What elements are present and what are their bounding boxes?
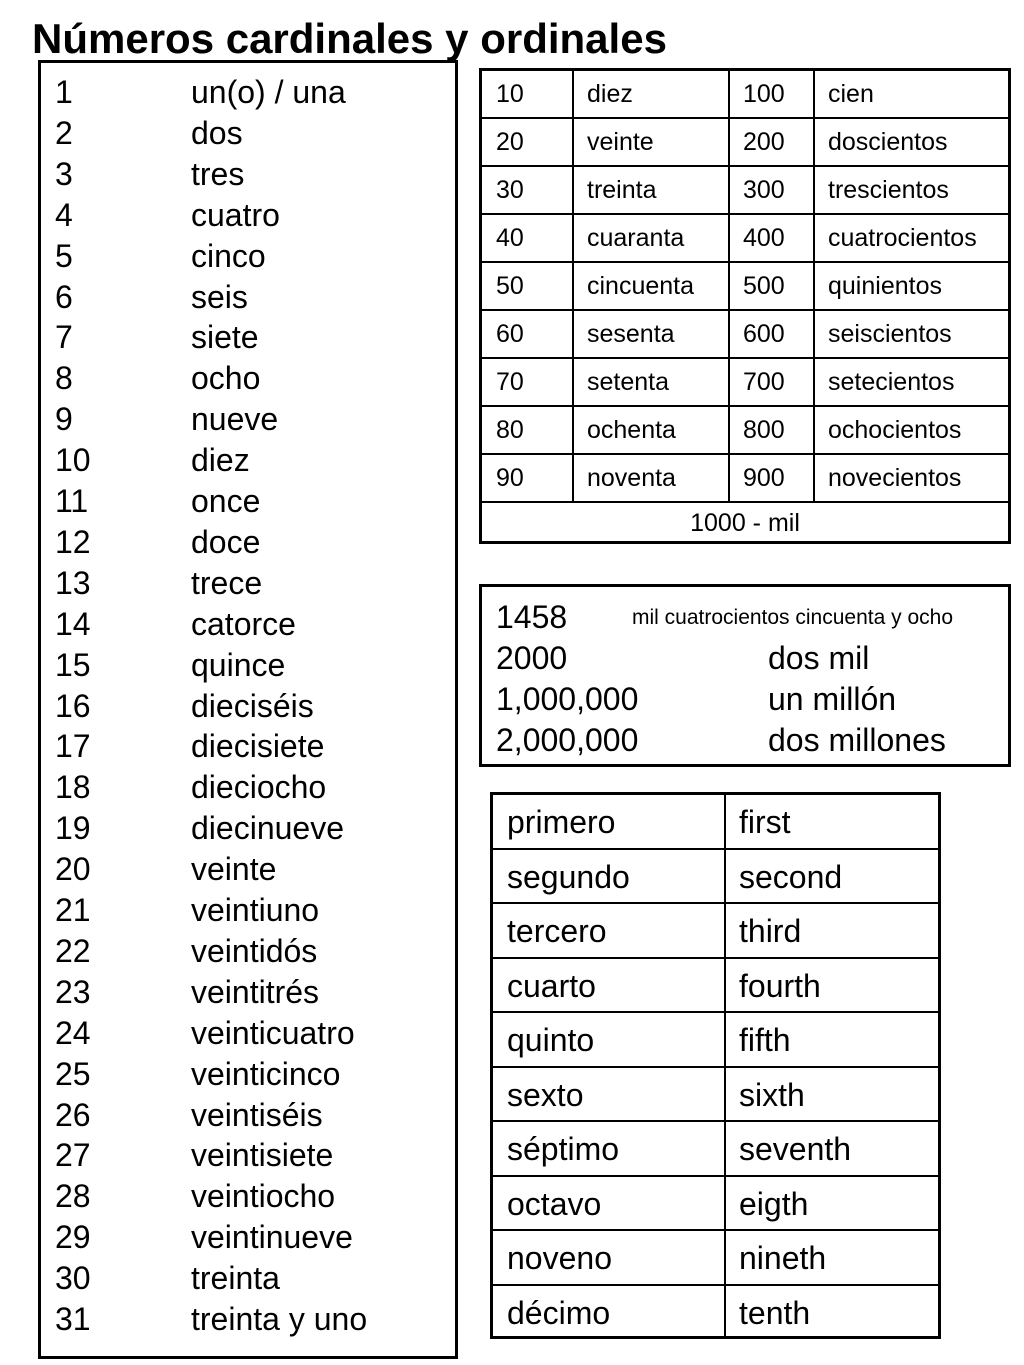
hundreds-digit: 600 [743, 320, 785, 348]
tens-hundreds-table [479, 68, 1011, 544]
number-word: veinticinco [191, 1055, 341, 1092]
list-item [41, 440, 455, 481]
table-row [493, 1122, 938, 1177]
list-item [41, 277, 455, 318]
tens-digit: 80 [496, 416, 524, 444]
tens-word: veinte [587, 128, 654, 156]
hundreds-word: cuatrocientos [828, 224, 977, 252]
list-item [41, 358, 455, 399]
number-digit: 1,000,000 [496, 681, 639, 717]
number-digit: 17 [55, 728, 91, 765]
spanish-ordinal: cuarto [507, 967, 596, 1004]
tens-digit: 70 [496, 368, 524, 396]
number-word: catorce [191, 605, 296, 642]
page-title: Números cardinales y ordinales [32, 15, 667, 62]
spanish-ordinal: noveno [507, 1240, 612, 1276]
number-digit: 10 [55, 442, 91, 479]
number-word: un millón [768, 681, 897, 717]
hundreds-digit: 800 [743, 416, 785, 444]
table-row [482, 215, 1008, 263]
number-word: veintitrés [191, 973, 320, 1010]
number-digit: 23 [55, 973, 91, 1010]
list-item [41, 72, 455, 113]
table-row [482, 167, 1008, 215]
table-row [482, 359, 1008, 407]
tens-digit: 50 [496, 272, 524, 300]
list-item [482, 638, 1008, 679]
number-word: tres [191, 155, 245, 192]
number-word: veintinueve [191, 1219, 353, 1256]
english-ordinal: nineth [739, 1240, 827, 1276]
number-word: diecinueve [191, 810, 344, 847]
tens-word: setenta [587, 368, 670, 396]
number-digit: 2,000,000 [496, 722, 639, 758]
list-item [41, 726, 455, 767]
list-item [41, 195, 455, 236]
table-row [493, 1286, 938, 1341]
spanish-ordinal: décimo [507, 1294, 611, 1331]
number-digit: 4 [55, 196, 73, 233]
list-item [41, 890, 455, 931]
hundreds-word: setecientos [828, 368, 955, 396]
english-ordinal: second [739, 858, 843, 895]
table-row [493, 1013, 938, 1068]
hundreds-digit: 200 [743, 128, 785, 156]
thousand-row: 1000 - mil [690, 509, 800, 537]
tens-word: diez [587, 80, 633, 108]
list-item [41, 1176, 455, 1217]
tens-digit: 60 [496, 320, 524, 348]
table-row [493, 850, 938, 905]
number-digit: 6 [55, 278, 73, 315]
number-digit: 9 [55, 401, 73, 438]
list-item [41, 522, 455, 563]
table-row [493, 1231, 938, 1286]
number-word: treinta y uno [191, 1301, 368, 1337]
english-ordinal: fourth [739, 967, 821, 1004]
number-digit: 11 [55, 483, 89, 519]
hundreds-digit: 300 [743, 176, 785, 204]
number-digit: 28 [55, 1178, 91, 1215]
spanish-ordinal: séptimo [507, 1131, 620, 1167]
number-digit: 5 [55, 237, 73, 274]
spanish-ordinal: quinto [507, 1022, 595, 1058]
ordinal-numbers-table [490, 792, 941, 1339]
tens-word: treinta [587, 176, 657, 204]
list-item [482, 597, 1008, 638]
hundreds-word: doscientos [828, 128, 948, 156]
number-word: un(o) / una [191, 74, 346, 110]
number-word: veintidós [191, 932, 318, 969]
tens-word: noventa [587, 464, 676, 492]
number-word: cinco [191, 237, 266, 274]
list-item [41, 1217, 455, 1258]
spanish-ordinal: tercero [507, 913, 607, 949]
number-digit: 20 [55, 851, 91, 888]
english-ordinal: fifth [739, 1022, 791, 1058]
list-item [41, 154, 455, 195]
table-row [493, 1068, 938, 1123]
number-word: diecisiete [191, 728, 325, 765]
number-digit: 18 [55, 769, 91, 806]
number-word: veintisiete [191, 1137, 334, 1174]
number-word: once [191, 483, 261, 519]
large-numbers-box [479, 584, 1011, 767]
number-digit: 12 [55, 523, 91, 560]
list-item [41, 563, 455, 604]
number-word: nueve [191, 401, 279, 438]
hundreds-word: quinientos [828, 272, 942, 300]
tens-word: ochenta [587, 416, 676, 444]
spanish-ordinal: octavo [507, 1185, 602, 1222]
tens-digit: 30 [496, 176, 524, 204]
number-word: siete [191, 319, 259, 356]
list-item [41, 1299, 455, 1340]
number-digit: 8 [55, 360, 73, 397]
number-digit: 31 [55, 1301, 91, 1337]
number-word: veintiuno [191, 892, 320, 928]
list-item [482, 720, 1008, 761]
number-digit: 22 [55, 932, 91, 969]
number-digit: 30 [55, 1260, 91, 1297]
number-word: dos [191, 114, 243, 151]
list-item [41, 604, 455, 645]
number-digit: 7 [55, 319, 73, 356]
number-word: trece [191, 564, 263, 601]
number-digit: 3 [55, 155, 73, 192]
tens-word: sesenta [587, 320, 675, 348]
tens-digit: 40 [496, 224, 524, 252]
list-item [41, 767, 455, 808]
tens-word: cuaranta [587, 224, 685, 252]
tens-digit: 10 [496, 80, 524, 108]
hundreds-digit: 900 [743, 464, 785, 492]
list-item [41, 1135, 455, 1176]
tens-word: cincuenta [587, 272, 695, 300]
list-item [41, 481, 455, 522]
number-digit: 15 [55, 646, 91, 683]
table-row [482, 263, 1008, 311]
list-item [41, 317, 455, 358]
number-word: doce [191, 523, 261, 560]
number-digit: 27 [55, 1137, 91, 1174]
list-item [41, 1013, 455, 1054]
list-item [41, 686, 455, 727]
cardinal-numbers-list [38, 60, 458, 1359]
list-item [41, 1054, 455, 1095]
list-item [41, 399, 455, 440]
table-row [482, 311, 1008, 359]
number-word: dos mil [768, 640, 870, 676]
english-ordinal: eigth [739, 1185, 809, 1222]
table-row [482, 71, 1008, 119]
list-item [41, 236, 455, 277]
english-ordinal: third [739, 913, 802, 949]
hundreds-digit: 100 [743, 80, 785, 108]
list-item [41, 113, 455, 154]
list-item [482, 679, 1008, 720]
spanish-ordinal: segundo [507, 858, 630, 895]
number-word: veinte [191, 851, 277, 888]
number-word: veintiocho [191, 1178, 336, 1215]
number-word: dos millones [768, 722, 946, 758]
number-digit: 1 [55, 74, 73, 110]
list-item [41, 972, 455, 1013]
table-row [482, 455, 1008, 503]
hundreds-word: cien [828, 80, 874, 108]
hundreds-digit: 400 [743, 224, 785, 252]
table-row [482, 407, 1008, 455]
number-word: mil cuatrocientos cincuenta y ocho [632, 606, 953, 629]
number-digit: 25 [55, 1055, 91, 1092]
number-word: dieciséis [191, 687, 314, 724]
number-word: seis [191, 278, 248, 315]
number-digit: 16 [55, 687, 91, 724]
number-digit: 2 [55, 114, 73, 151]
english-ordinal: tenth [739, 1294, 811, 1331]
number-word: treinta [191, 1260, 280, 1297]
number-word: cuatro [191, 196, 280, 233]
list-item [41, 849, 455, 890]
hundreds-word: trescientos [828, 176, 949, 204]
number-digit: 29 [55, 1219, 91, 1256]
hundreds-word: ochocientos [828, 416, 962, 444]
hundreds-word: seiscientos [828, 320, 952, 348]
spanish-ordinal: primero [507, 804, 616, 840]
number-word: ocho [191, 360, 261, 397]
number-digit: 2000 [496, 640, 568, 676]
number-word: veintiséis [191, 1096, 323, 1133]
table-row [493, 904, 938, 959]
english-ordinal: sixth [739, 1076, 805, 1113]
table-row [493, 959, 938, 1014]
tens-digit: 90 [496, 464, 524, 492]
number-digit: 13 [55, 564, 91, 601]
number-digit: 1458 [496, 599, 568, 635]
english-ordinal: first [739, 804, 791, 840]
list-item [41, 1258, 455, 1299]
number-digit: 14 [55, 605, 91, 642]
number-word: dieciocho [191, 769, 327, 806]
number-digit: 26 [55, 1096, 91, 1133]
table-row [482, 119, 1008, 167]
number-digit: 24 [55, 1014, 91, 1051]
spanish-ordinal: sexto [507, 1076, 584, 1113]
list-item [41, 808, 455, 849]
number-word: diez [191, 442, 250, 479]
table-row [493, 1177, 938, 1232]
number-word: veinticuatro [191, 1014, 355, 1051]
english-ordinal: seventh [739, 1131, 852, 1167]
number-digit: 19 [55, 810, 91, 847]
list-item [41, 645, 455, 686]
list-item [41, 1095, 455, 1136]
hundreds-word: novecientos [828, 464, 962, 492]
number-word: quince [191, 646, 286, 683]
number-digit: 21 [55, 892, 91, 928]
list-item [41, 931, 455, 972]
tens-digit: 20 [496, 128, 524, 156]
hundreds-digit: 700 [743, 368, 785, 396]
hundreds-digit: 500 [743, 272, 785, 300]
table-row [493, 795, 938, 850]
